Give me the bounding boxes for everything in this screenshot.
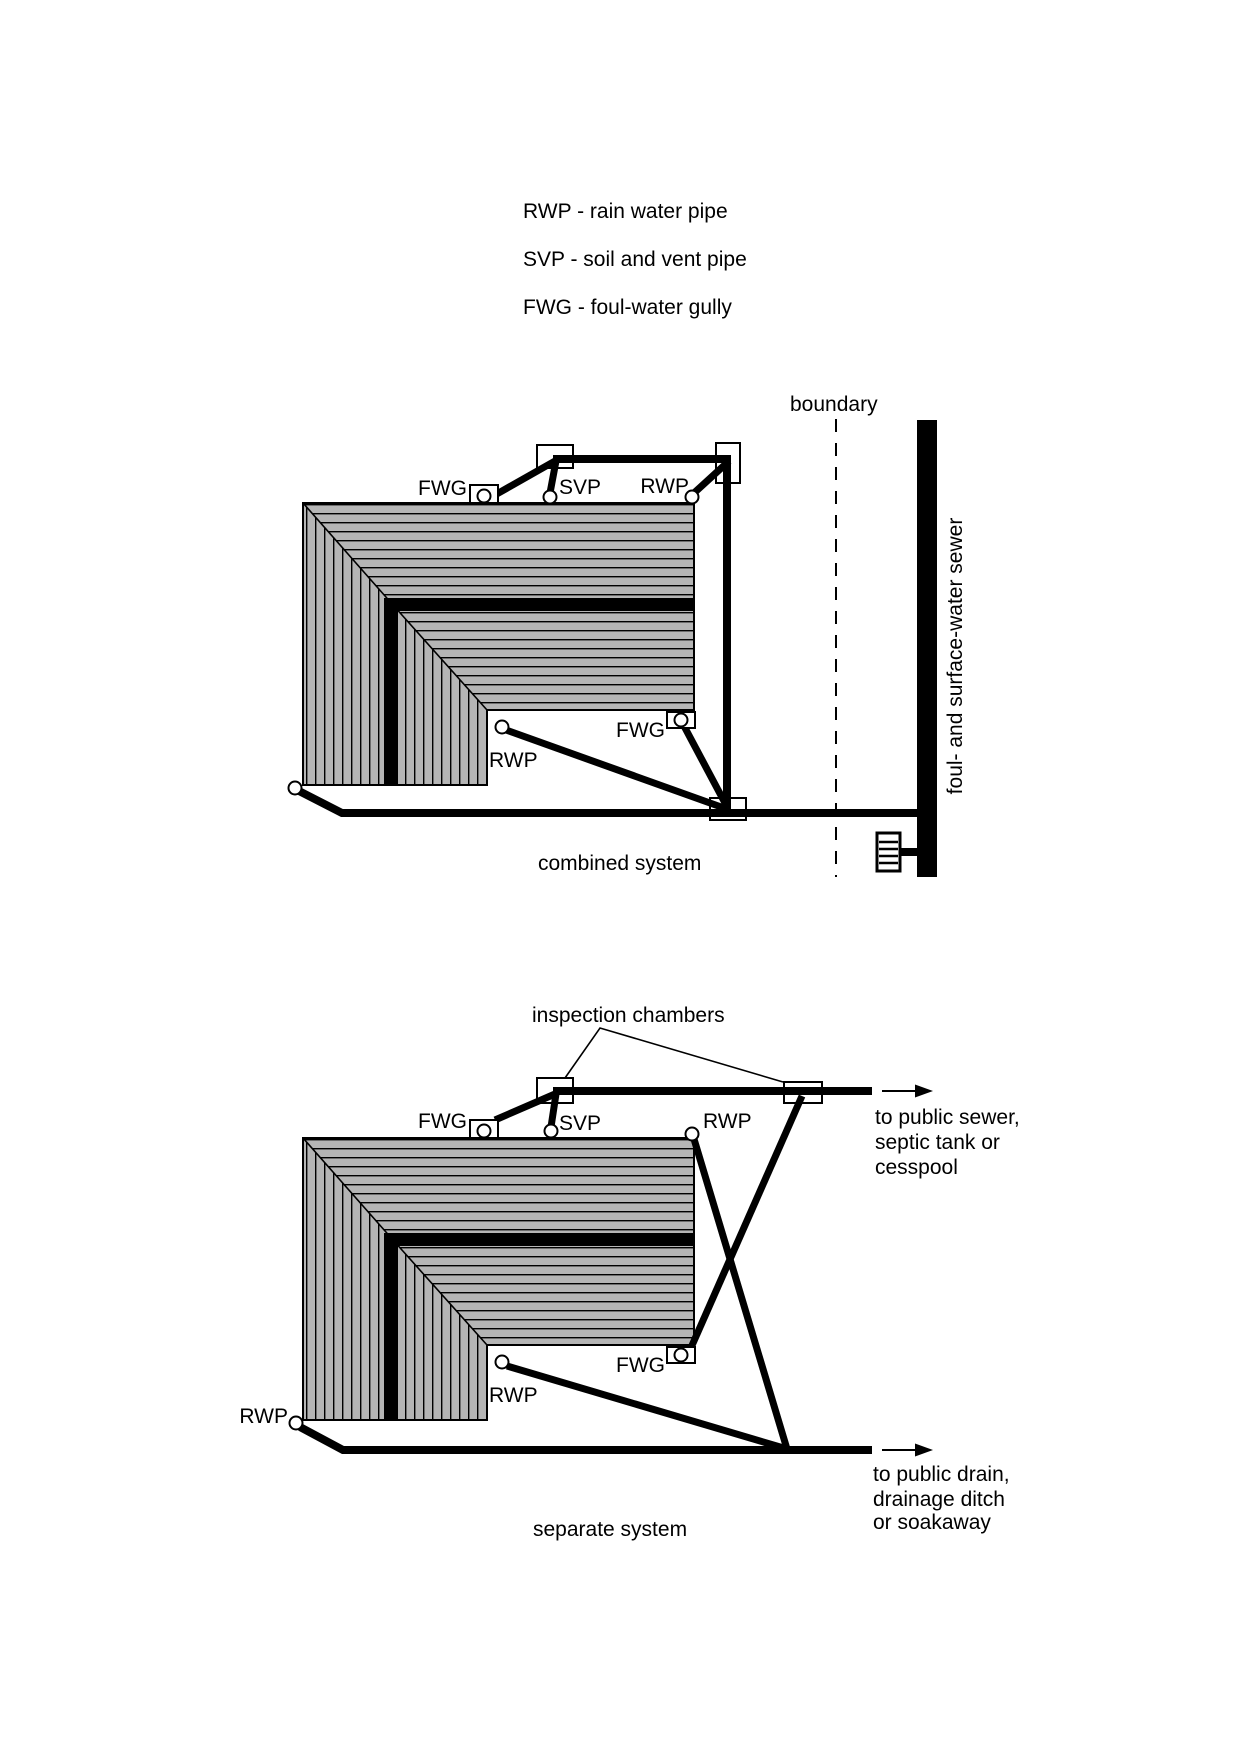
combined-fwg-top-label: FWG [418, 477, 467, 500]
rwp-connection-circle-inner [496, 1356, 509, 1369]
fwg-gully-circle-bottom [675, 714, 688, 727]
separate-rwp-corner-label: RWP [239, 1405, 288, 1428]
separate-fwg-top-label: FWG [418, 1110, 467, 1133]
drain-dest-line3: or soakaway [873, 1511, 991, 1534]
fwg-gully-circle-top [478, 1125, 491, 1138]
drain-dest-line2: drainage ditch [873, 1488, 1005, 1511]
to-public-drain-arrow [882, 1444, 933, 1457]
separate-caption: separate system [533, 1518, 688, 1541]
separate-fwg-bottom-label: FWG [616, 1354, 665, 1377]
boundary-label: boundary [790, 393, 878, 416]
sewer-dest-line1: to public sewer, [875, 1106, 1020, 1129]
rwp-connection-circle-corner [290, 1417, 303, 1430]
fwg-gully-circle-top [478, 490, 491, 503]
separate-rwp-inner-label: RWP [489, 1384, 538, 1407]
rwp-connection-circle-inner [496, 721, 509, 734]
sewer-main-bar [917, 420, 937, 877]
legend-rwp: RWP - rain water pipe [523, 200, 728, 223]
svp-connection-circle [545, 1125, 558, 1138]
to-public-sewer-arrow [882, 1085, 933, 1098]
sewer-junction-block [877, 833, 917, 871]
drain-dest-line1: to public drain, [873, 1463, 1010, 1486]
svp-connection-circle [544, 491, 557, 504]
fwg-gully-circle-bottom [675, 1349, 688, 1362]
combined-caption: combined system [538, 852, 702, 875]
combined-rwp-top-label: RWP [640, 475, 689, 498]
drain-destination-text [873, 1463, 1010, 1534]
rwp-connection-circle-top [686, 1128, 699, 1141]
combined-building [303, 503, 694, 785]
combined-fwg-bottom-label: FWG [616, 719, 665, 742]
combined-rwp-inner-label: RWP [489, 749, 538, 772]
combined-svp-label: SVP [559, 476, 602, 499]
sewer-dest-line2: septic tank or [875, 1131, 1000, 1154]
separate-svp-label: SVP [559, 1112, 602, 1135]
sewer-label-vertical: foul- and surface-water sewer [944, 517, 967, 795]
inspection-chambers-label: inspection chambers [532, 1004, 725, 1027]
sewer-destination-text [875, 1106, 1020, 1179]
combined-system-diagram [289, 393, 968, 877]
rwp-connection-circle-corner [289, 782, 302, 795]
legend [523, 200, 747, 319]
separate-system-diagram [239, 1004, 1019, 1541]
legend-svp: SVP - soil and vent pipe [523, 248, 747, 271]
separate-rwp-top-label: RWP [703, 1110, 752, 1133]
legend-fwg: FWG - foul-water gully [523, 296, 732, 319]
inspection-chambers-leader-lines [565, 1028, 783, 1082]
sewer-dest-line3: cesspool [875, 1156, 958, 1179]
separate-building [303, 1138, 694, 1420]
